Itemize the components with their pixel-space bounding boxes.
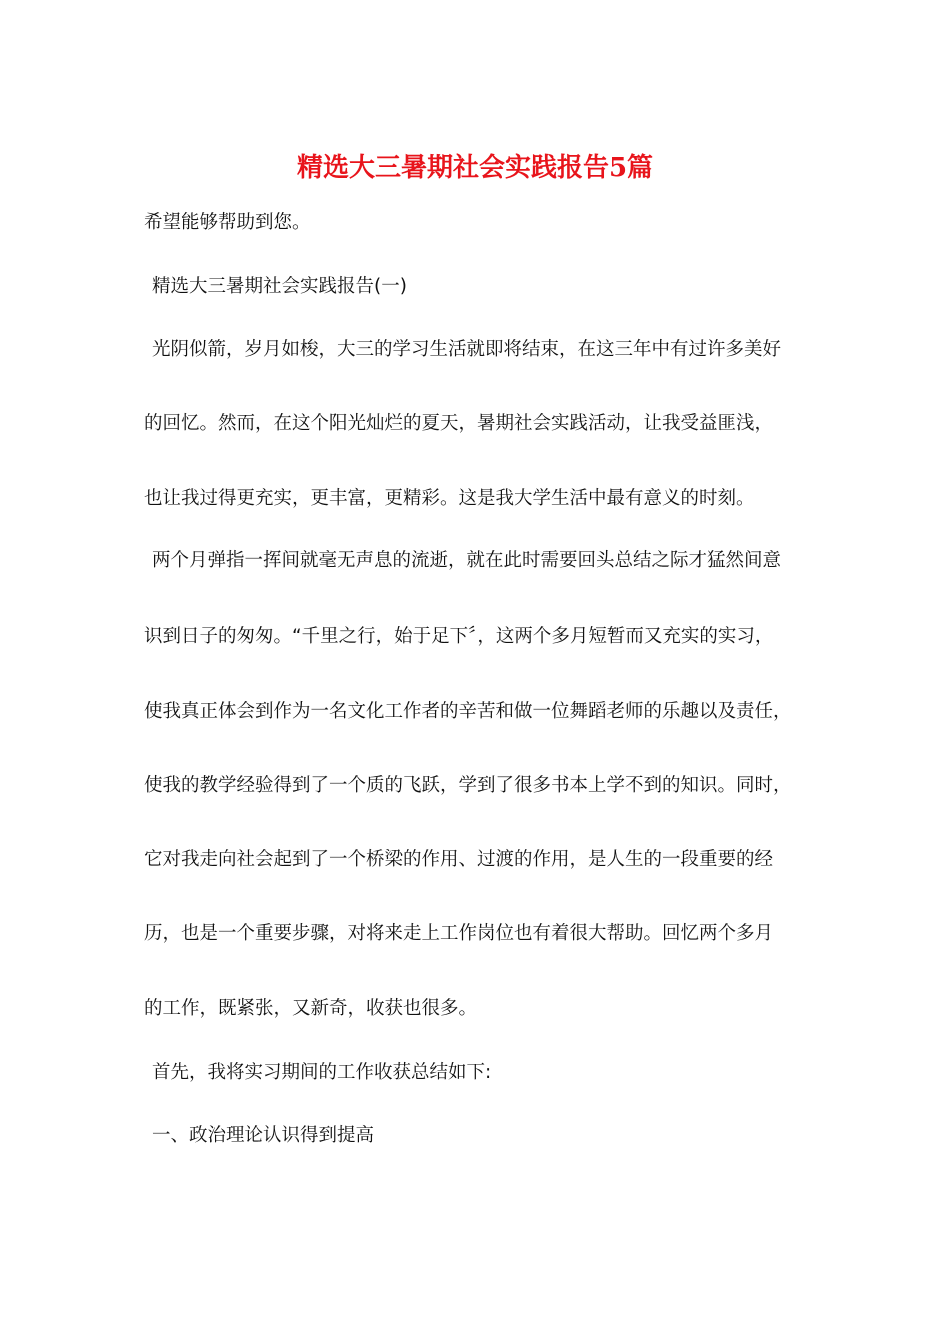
section-heading: 精选大三暑期社会实践报告(一) [152, 276, 407, 297]
paragraph-line: 识到日子的匆匆。“千里之行，始于足下〞，这两个多月短暂而又充实的实习， [144, 626, 774, 647]
paragraph-line: 的工作，既紧张，又新奇，收获也很多。 [144, 998, 478, 1019]
paragraph-line: 两个月弹指一挥间就毫无声息的流逝，就在此时需要回头总结之际才猛然间意 [152, 550, 782, 571]
paragraph-line: 的回忆。然而，在这个阳光灿烂的夏天，暑期社会实践活动，让我受益匪浅， [144, 413, 774, 434]
paragraph-line: 它对我走向社会起到了一个桥梁的作用、过渡的作用，是人生的一段重要的经 [144, 849, 774, 870]
paragraph-line: 也让我过得更充实，更丰富，更精彩。这是我大学生活中最有意义的时刻。 [144, 488, 755, 509]
paragraph-line: 使我真正体会到作为一名文化工作者的辛苦和做一位舞蹈老师的乐趣以及责任， [144, 701, 792, 722]
paragraph-line: 希望能够帮助到您。 [144, 212, 311, 233]
paragraph-line: 历，也是一个重要步骤，对将来走上工作岗位也有着很大帮助。回忆两个多月 [144, 923, 774, 944]
section-heading: 一、政治理论认识得到提高 [152, 1125, 375, 1146]
paragraph-line: 光阴似箭，岁月如梭，大三的学习生活就即将结束，在这三年中有过许多美好 [152, 339, 782, 360]
paragraph-line: 首先，我将实习期间的工作收获总结如下: [152, 1062, 492, 1083]
paragraph-line: 使我的教学经验得到了一个质的飞跃，学到了很多书本上学不到的知识。同时， [144, 775, 792, 796]
document-title: 精选大三暑期社会实践报告5篇 [296, 153, 654, 183]
